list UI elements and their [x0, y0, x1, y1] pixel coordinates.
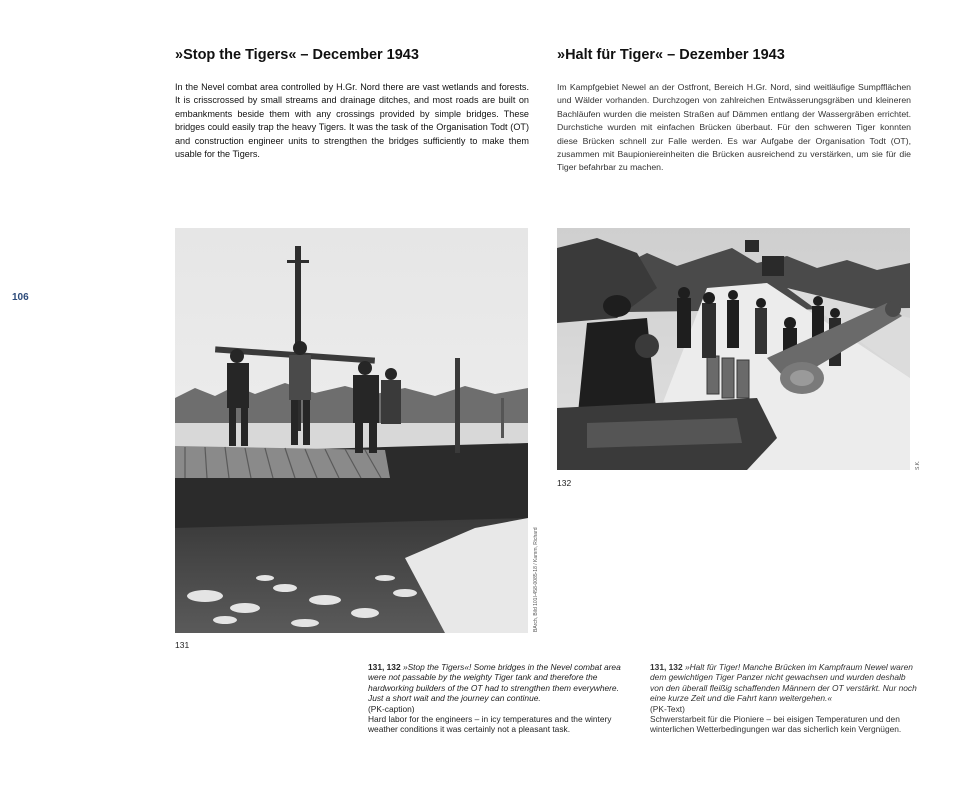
german-title: »Halt für Tiger« – Dezember 1943: [557, 47, 785, 63]
german-body-text: Im Kampfgebiet Newel an der Ostfront, Bereich H.Gr. Nord, sind weitläufige Sumpfflächen und Wälder vorhanden. Durchzogen von zahlreichen Entwässerungsgräben und kleineren Bachläufen wurden die meisten Straßen auf Dämmen entlang der Wassergräben errichtet. Durchstiche wurden mit einfachen Brücken überbaut. Für den schweren Tiger konnten diese Brücken schnell zur Falle werden. Es war Aufgabe der Organisation Todt (OT), zusammen mit Baupioniereinheiten die Brücken ausreichend zu verstärken, um sie für die Tiger befahrbar zu machen.: [557, 82, 911, 173]
english-title: »Stop the Tigers« – December 1943: [175, 47, 419, 63]
german-caption-extra: Schwerstarbeit für die Pioniere – bei eisigen Temperaturen und den winterlichen Wetterbedingungen war das sicherlich kein Vergnügen.: [650, 714, 902, 735]
german-caption: [650, 662, 918, 735]
english-caption-numbers: 131, 132: [368, 662, 401, 672]
english-caption-italic: »Stop the Tigers«! Some bridges in the Nevel combat area were not passable by the weighty Tiger tank and therefore the hardworking builders of the OT had to strengthen them everywhere. Just a short wait and the journey can continue.: [368, 662, 621, 704]
photo-132-number: 132: [557, 478, 572, 488]
english-caption-source: (PK-caption): [368, 703, 415, 714]
german-caption-numbers: 131, 132: [650, 662, 683, 672]
english-caption-extra: Hard labor for the engineers – in icy temperatures and the wintery weather conditions it was certainly not a pleasant task.: [368, 714, 612, 735]
photo-131-bridge-workers: [175, 228, 528, 633]
photo-132-credit: S.K.: [915, 460, 921, 470]
english-caption: [368, 662, 636, 735]
german-caption-italic: »Halt für Tiger! Manche Brücken im Kampfraum Newel waren dem gewichtigen Tiger Panzer nicht gewachsen und wurden deshalb von den überall fleißig schaffenden Männern der OT verstärkt. Nur noch eine kurze Zeit und die Fahrt kann weitergehen.«: [650, 662, 917, 704]
english-body-text: In the Nevel combat area controlled by H.Gr. Nord there are vast wetlands and forests. It is crisscrossed by small streams and drainage ditches, and most roads are built on embankments beside them with any crossings provided by simple bridges. These bridges could easily trap the heavy Tigers. It was the task of the Organisation Todt (OT) and construction engineer units to strengthen the bridges sufficiently to make them usable for the Tigers.: [175, 82, 529, 160]
photo-131-credit: BArch, Bild 101I-458-0085-18 / Kamm, Richard: [533, 527, 539, 632]
photo-132-tiger-crossing: [557, 228, 910, 470]
german-caption-source: (PK-Text): [650, 703, 685, 714]
photo-131-number: 131: [175, 640, 190, 650]
page-number: 106: [12, 292, 29, 303]
